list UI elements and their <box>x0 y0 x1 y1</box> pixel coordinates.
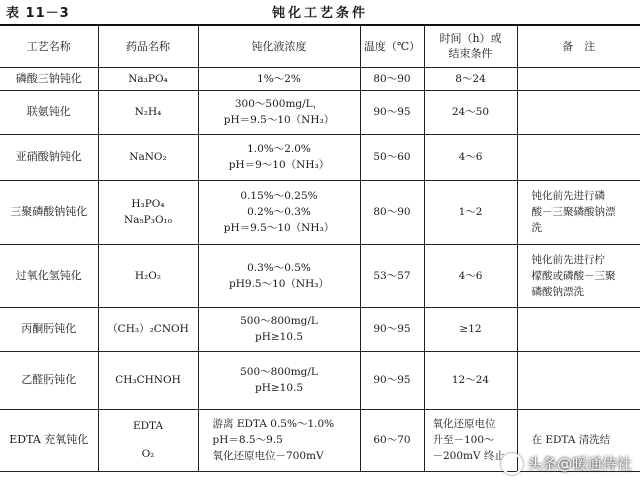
cell-text-line: CH₃CHNOH <box>115 374 181 386</box>
table-cell <box>517 180 640 244</box>
cell-text-line: （CH₃）₂CNOH <box>107 323 189 335</box>
cell-text-line: pH＝9.5～10（NH₃） <box>223 114 335 126</box>
header-time <box>424 25 517 67</box>
cell-text-line: 磷酸钠漂洗 <box>531 285 584 298</box>
cell-text-line: 檬酸或磷酸－三聚 <box>531 269 616 282</box>
cell-text-line: 500～800mg/L <box>240 366 318 378</box>
cell-text-line: N₂H₄ <box>134 106 162 118</box>
table-number: 表 11－3 <box>6 6 70 21</box>
table-cell: 乙醛肟钝化 <box>0 351 98 409</box>
table-cell: 三聚磷酸钠钝化 <box>0 180 98 244</box>
table-title: 钝化工艺条件 <box>271 6 368 21</box>
cell-text-line: 500～800mg/L <box>240 315 318 327</box>
cell-text-line: pH≥10.5 <box>254 331 304 343</box>
cell-text-line: pH9.5～10（NH₃） <box>229 277 329 290</box>
cell-text-line: 24～50 <box>451 106 490 118</box>
table-cell <box>98 67 198 90</box>
table-cell <box>198 90 360 134</box>
table-cell <box>424 351 517 409</box>
table-cell <box>198 307 360 351</box>
table-row <box>0 180 640 244</box>
cell-text-line: 12～24 <box>451 374 490 386</box>
cell-text-line: 时间（h）或 <box>439 32 502 46</box>
cell-text-line: 钝化前先进行柠 <box>531 253 605 266</box>
cell-text-line: 钝化前先进行磷 <box>531 190 605 202</box>
cell-text-line: 游离 EDTA 0.5%～1.0% <box>212 418 335 430</box>
table-row <box>0 134 640 180</box>
table-cell: 磷酸三钠钝化 <box>0 67 98 90</box>
cell-text-line: 氧化还原电位 <box>432 418 496 430</box>
cell-text-line: ≥12 <box>459 323 482 335</box>
cell-text-line: －200mV 终止 <box>432 450 505 462</box>
table-cell: 80～90 <box>360 180 424 244</box>
header-temperature: 温度（℃） <box>360 25 424 67</box>
header-process: 工艺名称 <box>0 25 98 67</box>
table-cell <box>424 134 517 180</box>
table-cell <box>424 180 517 244</box>
cell-text-line: H₂O₂ <box>134 269 162 282</box>
cell-text-line: pH≥10.5 <box>254 382 304 394</box>
watermark-logo-icon <box>501 453 523 475</box>
header-concentration: 钝化液浓度 <box>198 25 360 67</box>
table-caption <box>0 0 640 22</box>
table-cell <box>198 351 360 409</box>
table-cell <box>98 134 198 180</box>
table-cell <box>198 244 360 307</box>
table-cell <box>517 67 640 90</box>
watermark: 头条@暖通侍社 <box>501 453 632 476</box>
cell-text-line: 结束条件 <box>448 47 493 61</box>
passivation-table <box>0 24 640 472</box>
cell-text-line: 8～24 <box>455 72 486 85</box>
table-cell <box>98 351 198 409</box>
table-cell <box>517 244 640 307</box>
table-cell <box>517 351 640 409</box>
table-cell: 过氧化氢钝化 <box>0 244 98 307</box>
cell-text-line: Na₅P₃O₁₀ <box>124 214 172 226</box>
table-cell: 60～70 <box>360 409 424 471</box>
table-cell <box>517 90 640 134</box>
table-row <box>0 351 640 409</box>
table-row <box>0 307 640 351</box>
table-cell: 80～90 <box>360 67 424 90</box>
table-cell <box>98 409 198 471</box>
table-cell <box>98 180 198 244</box>
table-cell: EDTA 充氧钝化 <box>0 409 98 471</box>
header-row <box>0 25 640 67</box>
cell-text-line: 洗 <box>531 222 542 234</box>
cell-text-line: 在 EDTA 清洗结 <box>531 434 611 446</box>
table-cell <box>198 67 360 90</box>
cell-text-line: NaNO₂ <box>129 151 167 163</box>
table-cell <box>198 409 360 471</box>
cell-text-line: 0.15%～0.25% <box>240 190 318 202</box>
cell-text-line: pH＝8.5～9.5 <box>212 434 283 446</box>
table-row <box>0 244 640 307</box>
cell-text-line: 1.0%～2.0% <box>247 143 311 155</box>
cell-text-line: H₃PO₄ <box>131 198 165 210</box>
cell-text-line: 升至－100～ <box>432 434 495 446</box>
cell-text-line: Na₃PO₄ <box>128 72 168 85</box>
table-row <box>0 67 640 90</box>
table-cell <box>198 134 360 180</box>
table-cell: 90～95 <box>360 307 424 351</box>
table-cell <box>98 244 198 307</box>
cell-text-line: 氧化还原电位－700mV <box>212 450 324 462</box>
table-cell <box>424 67 517 90</box>
table-cell <box>98 307 198 351</box>
cell-text-line: O₂ <box>141 448 155 460</box>
table-cell: 丙酮肟钝化 <box>0 307 98 351</box>
cell-text-line: 4～6 <box>458 151 483 163</box>
cell-text-line: EDTA <box>132 420 164 432</box>
cell-text-line: pH＝9～10（NH₃） <box>228 159 330 171</box>
table-cell: 联氨钝化 <box>0 90 98 134</box>
table-cell <box>424 307 517 351</box>
table-row <box>0 90 640 134</box>
table-cell <box>424 244 517 307</box>
cell-text-line: 1～2 <box>458 206 483 218</box>
table-cell: 53～57 <box>360 244 424 307</box>
table-cell: 50～60 <box>360 134 424 180</box>
table-cell <box>424 90 517 134</box>
cell-text-line: 酸－三聚磷酸钠漂 <box>531 206 616 218</box>
table-cell: 90～95 <box>360 351 424 409</box>
table-cell: 亚硝酸钠钝化 <box>0 134 98 180</box>
table-cell <box>517 307 640 351</box>
cell-text-line: 4～6 <box>458 269 483 282</box>
cell-text-line: pH＝9.5～10（NH₃） <box>223 222 335 234</box>
cell-text-line: 300～500mg/L， <box>234 98 324 110</box>
cell-text-line: 1%～2% <box>257 72 301 85</box>
header-note: 备 注 <box>517 25 640 67</box>
table-cell: 90～95 <box>360 90 424 134</box>
cell-text-line: 0.2%～0.3% <box>247 206 311 218</box>
header-chemical: 药品名称 <box>98 25 198 67</box>
cell-text-line: 0.3%～0.5% <box>247 261 311 274</box>
table-cell <box>198 180 360 244</box>
table-cell <box>98 90 198 134</box>
table-cell <box>517 134 640 180</box>
